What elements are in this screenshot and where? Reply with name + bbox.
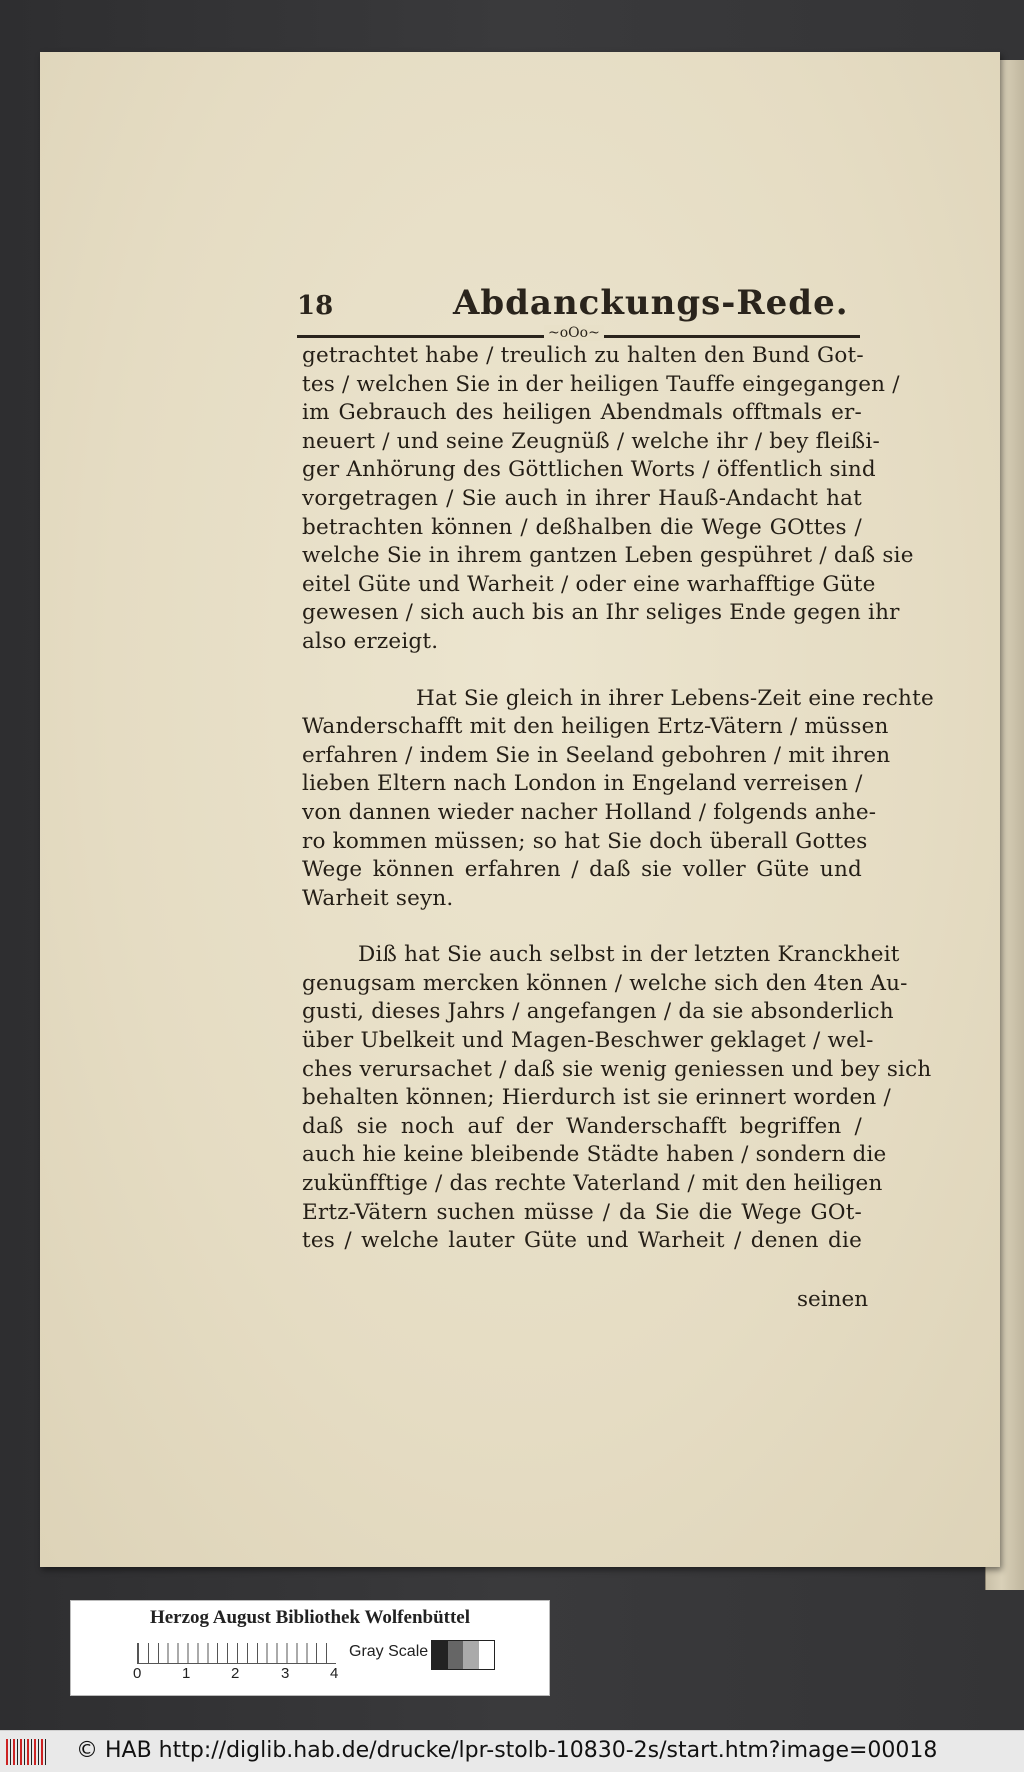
text-line: lieben Eltern nach London in Engeland verreisen / [302,771,863,797]
grayscale-patch [463,1641,479,1669]
text-line: gewesen / sich auch bis an Ihr seliges Ende gegen ihr [302,600,900,626]
ruler-label: 3 [281,1665,290,1682]
text-line: genugsam mercken können / welche sich den 4ten Au- [302,970,908,996]
color-calibration-card [70,1600,550,1696]
page-header [297,283,860,323]
text-line: daß sie noch auf der Wanderschafft begriffen / [302,1113,862,1139]
body-text [302,342,934,1256]
text-line: Wanderschafft mit den heiligen Ertz-Vätern / müssen [302,714,889,740]
text-line: welche Sie in ihrem gantzen Leben gespühret / daß sie [302,543,914,569]
text-line: behalten können; Hierdurch ist sie erinnert worden / [302,1085,891,1111]
catchword: seinen [797,1287,869,1312]
text-line: ger Anhörung des Göttlichen Worts / öffentlich sind [302,457,876,483]
library-name: Herzog August Bibliothek Wolfenbüttel [149,1607,471,1628]
text-line: tes / welchen Sie in der heiligen Tauffe eingegangen / [302,371,900,397]
grayscale-patch [479,1641,495,1669]
text-line: Warheit seyn. [302,885,454,911]
paragraph-2 [302,685,934,914]
source-url[interactable]: © HAB http://diglib.hab.de/drucke/lpr-stolb-10830-2s/start.htm?image=00018 [76,1738,938,1763]
ruler-label: 4 [330,1665,339,1682]
text-line: erfahren / indem Sie in Seeland gebohren / mit ihren [302,742,891,768]
text-line: Wege können erfahren / daß sie voller Güte und [302,857,862,883]
grayscale-patch [448,1641,464,1669]
ruler-label: 1 [182,1665,191,1682]
text-line: tes / welche lauter Güte und Warheit / denen die [302,1228,862,1254]
barcode-icon [6,1739,46,1765]
text-line: Diß hat Sie auch selbst in der letzten Kranckheit [358,942,900,968]
footer-bar [0,1730,1024,1772]
text-line: auch hie keine bleibende Städte haben / sondern die [302,1142,887,1168]
ruler-labels [131,1665,371,1683]
text-line: neuert / und seine Zeugnüß / welche ihr / bey fleißi- [302,428,880,454]
text-line: Hat Sie gleich in ihrer Lebens-Zeit eine rechte [416,685,934,711]
text-line: ches verursachet / daß sie wenig geniessen und bey sich [302,1056,932,1082]
text-line: zukünfftige / das rechte Vaterland / mit den heiligen [302,1171,883,1197]
text-line: gusti, dieses Jahrs / angefangen / da sie absonderlich [302,999,894,1025]
ruler-label: 2 [231,1665,240,1682]
page-number: 18 [297,291,334,321]
running-title: Abdanckungs-Rede. [453,283,849,323]
paragraph-3 [302,941,932,1256]
ruler-label: 0 [133,1665,142,1682]
text-line: von dannen wieder nacher Holland / folgends anhe- [302,799,877,825]
text-line: eitel Güte und Warheit / oder eine warhafftige Güte [302,571,876,597]
paragraph-1 [302,342,914,657]
text-line: im Gebrauch des heiligen Abendmals offtmals er- [302,400,862,426]
scale-ruler [137,1643,336,1664]
text-line: Ertz-Vätern suchen müsse / da Sie die Wege GOt- [302,1199,862,1225]
text-line: getrachtet habe / treulich zu halten den Bund Got- [302,343,864,368]
text-line: über Ubelkeit und Magen-Beschwer geklaget / wel- [302,1028,874,1054]
grayscale-patches [431,1640,495,1670]
header-ornament: ~oOo~ [544,325,604,341]
grayscale-label: Gray Scale [349,1643,429,1660]
text-line: ro kommen müssen; so hat Sie doch überall Gottes [302,828,868,854]
text-line: also erzeigt. [302,628,439,654]
grayscale-patch [432,1641,448,1669]
text-line: vorgetragen / Sie auch in ihrer Hauß-Andacht hat [302,485,862,511]
text-line: betrachten können / deßhalben die Wege GOttes / [302,514,862,540]
